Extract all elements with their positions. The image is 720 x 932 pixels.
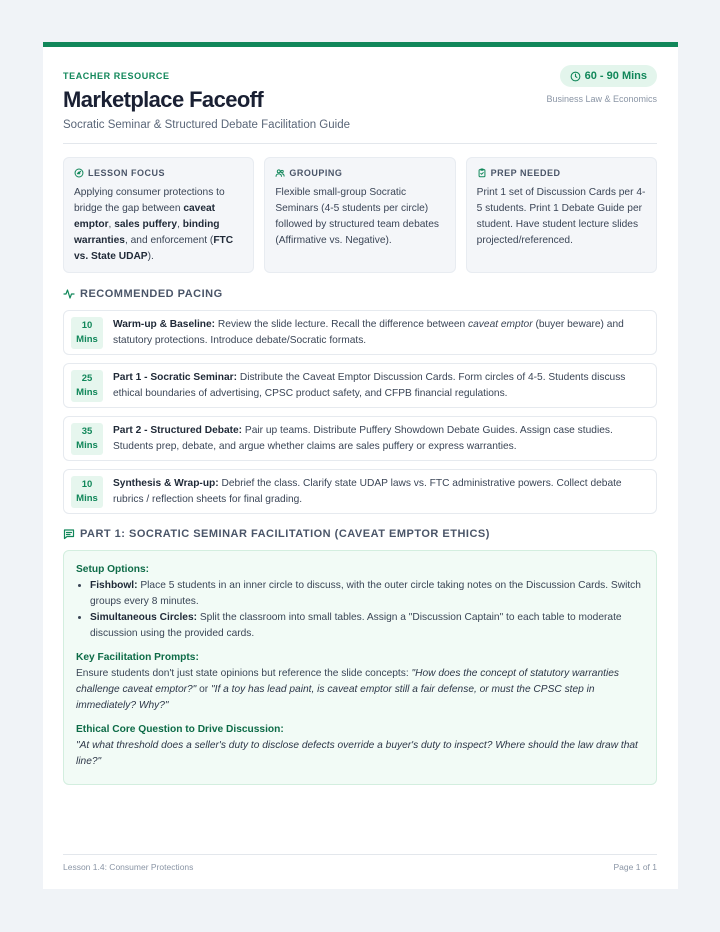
prep-needed-heading bbox=[477, 168, 646, 178]
page-subtitle: Socratic Seminar & Structured Debate Facilitation Guide bbox=[63, 119, 350, 131]
pacing-heading bbox=[63, 288, 223, 300]
setup-list bbox=[76, 578, 644, 642]
pacing-item bbox=[63, 469, 657, 514]
grouping-card bbox=[264, 157, 455, 273]
prompts-heading: Key Facilitation Prompts: bbox=[76, 652, 199, 663]
pacing-description: Part 2 - Structured Debate: Pair up teams. Distribute Puffery Showdown Debate Guides. Assign case studies. Students prep, debate, and argue whether claims are sales puffery or express warranties. bbox=[113, 425, 613, 452]
message-square-icon bbox=[63, 528, 75, 540]
prep-needed-label: PREP NEEDED bbox=[490, 168, 561, 178]
pacing-item bbox=[63, 416, 657, 461]
core-question-heading: Ethical Core Question to Drive Discussion: bbox=[76, 724, 284, 735]
users-icon bbox=[275, 168, 285, 178]
facilitation-box bbox=[63, 550, 657, 785]
grouping-heading bbox=[275, 168, 444, 178]
duration-label: 60 - 90 Mins bbox=[584, 70, 647, 82]
footer-divider bbox=[63, 854, 657, 855]
pacing-item bbox=[63, 310, 657, 355]
duration-badge: 35 Mins bbox=[71, 423, 103, 455]
pacing-description: Warm-up & Baseline: Review the slide lecture. Recall the difference between caveat emptor (buyer beware) and statutory protections. Introduce debate/Socratic formats. bbox=[113, 319, 624, 346]
activity-pulse-icon bbox=[63, 288, 75, 300]
course-name: Business Law & Economics bbox=[546, 94, 657, 104]
footer-lesson: Lesson 1.4: Consumer Protections bbox=[63, 862, 194, 872]
header-divider bbox=[63, 143, 657, 144]
lesson-focus-text: Applying consumer protections to bridge the gap between caveat emptor, sales puffery, binding warranties, and enforcement (FTC vs. State UDAP). bbox=[74, 187, 234, 262]
footer-page-number: Page 1 of 1 bbox=[613, 862, 657, 872]
grouping-text: Flexible small-group Socratic Seminars (4-5 students per circle) followed by structured team debates (Affirmative vs. Negative). bbox=[275, 187, 439, 246]
prep-needed-card bbox=[466, 157, 657, 273]
prep-needed-text: Print 1 set of Discussion Cards per 4-5 students. Print 1 Debate Guide per student. Have student lecture slides projected/referenced. bbox=[476, 187, 646, 246]
duration-badge: 10 Mins bbox=[71, 317, 103, 349]
list-item: • Simultaneous Circles: Split the classroom into small tables. Assign a "Discussion Captain" to each table to moderate discussion using the provided cards. bbox=[90, 610, 644, 642]
duration-badge bbox=[560, 65, 657, 87]
lesson-focus-card bbox=[63, 157, 254, 273]
pacing-heading-label: RECOMMENDED PACING bbox=[80, 288, 223, 300]
clock-icon bbox=[570, 71, 581, 82]
list-item: • Fishbowl: Place 5 students in an inner circle to discuss, with the outer circle taking notes on the Discussion Cards. Switch groups every 8 minutes. bbox=[90, 578, 644, 610]
core-question-text: "At what threshold does a seller's duty to disclose defects override a buyer's duty to inspect? Where should the law draw that line?" bbox=[76, 740, 638, 767]
page-title: Marketplace Faceoff bbox=[63, 87, 264, 112]
pacing-description: Synthesis & Wrap-up: Debrief the class. Clarify state UDAP laws vs. FTC administrative powers. Collect debate rubrics / reflection sheets for final grading. bbox=[113, 478, 622, 505]
lesson-focus-heading bbox=[74, 168, 243, 178]
summary-cards bbox=[63, 157, 657, 273]
pacing-description: Part 1 - Socratic Seminar: Distribute the Caveat Emptor Discussion Cards. Form circles of 4-5. Students discuss ethical boundaries of advertising, CPSC product safety, and CFPB financial regulations. bbox=[113, 372, 626, 399]
grouping-label: GROUPING bbox=[289, 168, 343, 178]
lesson-focus-label: LESSON FOCUS bbox=[88, 168, 166, 178]
resource-kicker: TEACHER RESOURCE bbox=[63, 71, 170, 81]
clipboard-check-icon bbox=[477, 168, 487, 178]
prompts-text: Ensure students don't just state opinions but reference the slide concepts: "How does the concept of statutory warranties challenge caveat emptor?" or "If a toy has lead paint, is caveat emptor still a fair defense, or must the CPSC step in immediately? Why?" bbox=[76, 668, 619, 711]
target-icon bbox=[74, 168, 84, 178]
part1-heading-label: PART 1: SOCRATIC SEMINAR FACILITATION (CAVEAT EMPTOR ETHICS) bbox=[80, 528, 490, 540]
part1-heading bbox=[63, 528, 490, 540]
duration-badge: 25 Mins bbox=[71, 370, 103, 402]
pacing-item bbox=[63, 363, 657, 408]
handout-page bbox=[43, 42, 678, 889]
duration-badge: 10 Mins bbox=[71, 476, 103, 508]
setup-heading: Setup Options: bbox=[76, 564, 150, 575]
